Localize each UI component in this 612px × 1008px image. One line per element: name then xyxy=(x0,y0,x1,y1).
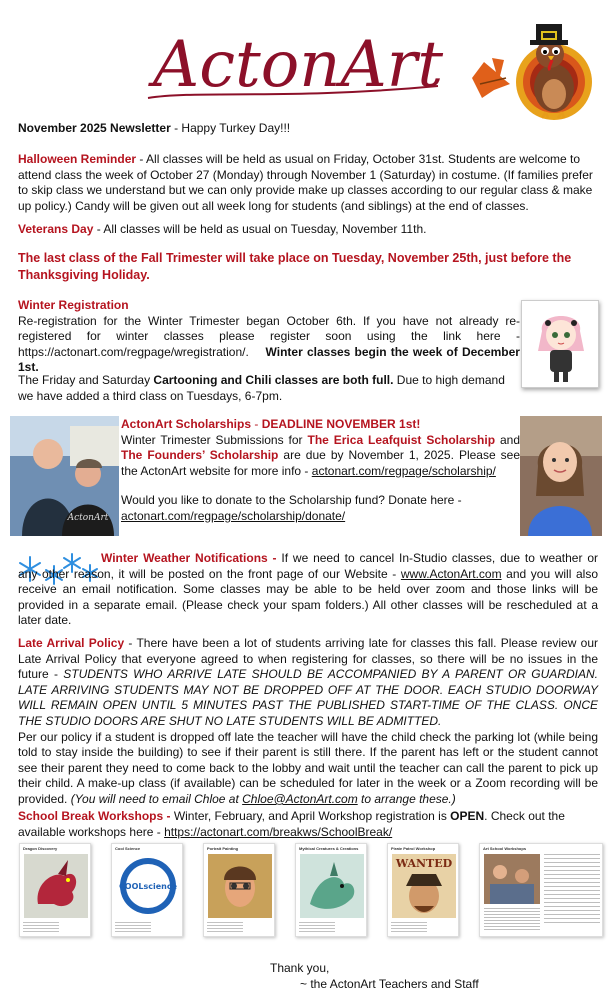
halloween-section xyxy=(18,152,598,214)
website-link[interactable]: www.ActonArt.com xyxy=(400,566,502,581)
registration-open: OPEN xyxy=(450,809,485,823)
veterans-heading: Veterans Day xyxy=(18,222,94,236)
scholarships-heading: ActonArt Scholarships xyxy=(121,417,252,431)
halloween-heading: Halloween Reminder xyxy=(18,152,137,166)
anime-character-image xyxy=(521,300,599,388)
svg-text:WANTED: WANTED xyxy=(395,857,453,870)
classes-full-text: Cartooning and Chili classes are both full. xyxy=(153,373,394,387)
winter-registration-section xyxy=(18,298,520,376)
veterans-body: - All classes will be held as usual on Tuesday, November 11th. xyxy=(93,222,427,236)
workshop-card-pirate[interactable]: Pirate Patrol Workshop WANTED xyxy=(387,843,459,937)
scholarship-link[interactable]: actonart.com/regpage/scholarship/ xyxy=(311,463,496,478)
founders-scholarship: The Founders’ Scholarship xyxy=(121,448,279,463)
scholarships-deadline: DEADLINE NOVEMBER 1st! xyxy=(261,417,421,431)
signoff xyxy=(270,961,479,992)
greeting: - Happy Turkey Day!!! xyxy=(170,121,291,135)
workshop-card-mythical[interactable]: Mythical Creatures & Creations xyxy=(295,843,367,937)
workshop-card-portrait[interactable]: Portrait Painting xyxy=(203,843,275,937)
logo-text: ActonArt xyxy=(152,28,444,102)
signoff-thanks: Thank you, xyxy=(270,961,330,975)
halloween-body: - All classes will be held as usual on Friday, October 31st. Students are welcome to attend class the week of October 27 (Monday) through November 1 (Saturday) in costume. (If families prefer to skip class we understand but we can only provide make up classes according to our regular class & make up policy.) Candy will be given out all week long for students (and siblings) at the end of classes. xyxy=(18,152,593,213)
winter-weather-section: Winter Weather Notifications - If we need to cancel In-Studio classes, due to weather or any other reason, it will be posted on the front page of our Website - www.ActonArt.com and you will also receive an email notification. Some classes may be able to be held over zoom and those links will be provided in a separate email. (Please check your spam folders.) All other classes will be rescheduled at a later date. xyxy=(18,551,598,628)
late-arrival-policy-text: STUDENTS WHO ARRIVE LATE SHOULD BE ACCOMPANIED BY A PARENT OR GUARDIAN. LATE ARRIVING STUDENTS MAY NOT BE DROPPED OFF AT THE DOOR. EACH STUDIO DOORWAY WILL REMAIN OPEN UNTIL 5 MINUTES PAST THE PUBLISHED START-TIME OF THE CLASS. ONCE THE STUDIO DOORS ARE SHUT NO LATE STUDENTS WILL BE ADMITTED. xyxy=(18,667,598,728)
workshops-link[interactable]: https://actonart.com/breakws/SchoolBreak/ xyxy=(164,824,393,839)
scholarships-section: ActonArt Scholarships - DEADLINE NOVEMBER 1st! Winter Trimester Submissions for The Erica Leafquist Scholarship and The Founders’ Scholarship are due by November 1, 2025. Please see the ActonArt website for more info - actonart.com/regpage/scholarship/ Would you like to donate to the Scholarship fund? Donate here - actonart.com/regpage/scholarship/donate/ xyxy=(121,417,521,523)
winter-weather-heading: Winter Weather Notifications - xyxy=(101,551,277,565)
student-photo xyxy=(520,416,602,536)
workshop-card-cool-science[interactable]: Cool Science COOLscience xyxy=(111,843,183,937)
winter-start-date: Winter classes begin the week of December 1st. xyxy=(18,344,520,375)
newsletter-title: November 2025 Newsletter xyxy=(18,121,171,135)
signoff-team: ~ the ActonArt Teachers and Staff xyxy=(300,976,479,991)
workshop-card-art-school[interactable]: Art School Workshops xyxy=(479,843,603,937)
scholarship-founders-photo xyxy=(10,416,119,536)
late-arrival-heading: Late Arrival Policy xyxy=(18,636,125,650)
late-arrival-section: Late Arrival Policy - There have been a lot of students arriving late for classes this fall. Please review our Late Arrival Policy that everyone agreed to when registering for classes, so there will be no issues in the future - STUDENTS WHO ARRIVE LATE SHOULD BE ACCOMPANIED BY A PARENT OR GUARDIAN. LATE ARRIVING STUDENTS MAY NOT BE DROPPED OFF AT THE DOOR. EACH STUDIO DOORWAY WILL REMAIN OPEN UNTIL 5 MINUTES PAST THE PUBLISHED START-TIME OF THE CLASS. ONCE THE STUDIO DOORS ARE SHUT NO LATE STUDENTS WILL BE ADMITTED. Per our policy if a student is dropped off late the teacher will have the child check the parking lot (while being told to stay inside the building) to see if their parent is still there. If the parent has left or the student cannot see their parent they need to come back to the lobby and wait until the teacher can call the parent to pick up their child. A make-up class (if available) can be scheduled for later in the week or a Zoom recording will be provided. (You will need to email Chloe at Chloe@ActonArt.com to arrange these.) xyxy=(18,636,598,806)
chloe-email-link[interactable]: Chloe@ActonArt.com xyxy=(242,791,358,806)
actonart-logo xyxy=(138,20,458,112)
fall-trimester-notice: The last class of the Fall Trimester will take place on Tuesday, November 25th, just before the Thanksgiving Holiday. xyxy=(18,251,572,282)
veterans-section xyxy=(18,222,598,238)
turkey-illustration xyxy=(470,18,602,122)
cartooning-chili-notice: The Friday and Saturday Cartooning and Chili classes are both full. Due to high demand we have added a third class on Tuesdays, 6-7pm. xyxy=(18,373,505,403)
erica-leafquist-scholarship: The Erica Leafquist Scholarship xyxy=(307,432,496,447)
winter-registration-body: Re-registration for the Winter Trimester began October 6th. If you have not already re-registered for winter classes please register soon using the link here - https://actonart.com/regpage/wregistration/. Winter classes begin the week of December 1st. xyxy=(18,313,520,375)
workshops-heading: School Break Workshops - xyxy=(18,809,171,823)
svg-text:COOLscience: COOLscience xyxy=(118,882,178,891)
newsletter-title-line xyxy=(18,121,598,137)
workshops-section: School Break Workshops - Winter, February, and April Workshop registration is OPEN. Check out the available workshops here - https://actonart.com/breakws/SchoolBreak/ xyxy=(18,809,565,839)
winter-registration-heading: Winter Registration xyxy=(18,298,129,312)
donate-link[interactable]: actonart.com/regpage/scholarship/donate/ xyxy=(121,508,346,523)
shirt-logo: ActonArt xyxy=(67,513,109,523)
workshop-card-dragon[interactable]: Dragon Discovery xyxy=(19,843,91,937)
